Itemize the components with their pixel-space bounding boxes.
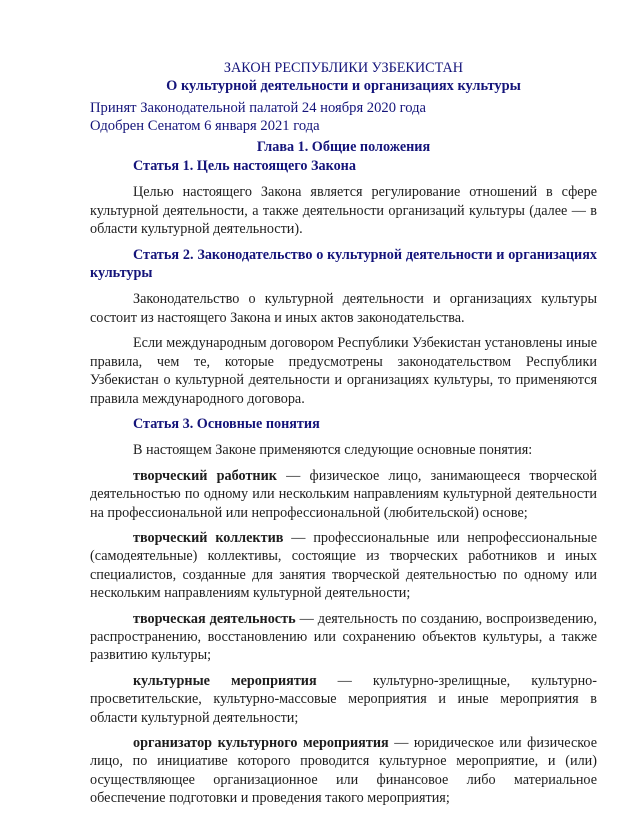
definition-item (90, 529, 597, 603)
law-title: ЗАКОН РЕСПУБЛИКИ УЗБЕКИСТАН (223, 60, 464, 76)
definition-item (90, 610, 597, 665)
chapter-title: Глава 1. Общие положения (256, 138, 431, 155)
definition-term: творческий работник (133, 467, 277, 484)
definition-item (90, 672, 597, 727)
document-page (90, 59, 597, 808)
article-2-paragraph-1: Законодательство о культурной деятельности и организациях культуры состоит из настоящего Закона и иных актов законодательства. (90, 291, 597, 326)
article-3-intro: В настоящем Законе применяются следующие основные понятия: (133, 442, 533, 459)
definition-text: — юридическое или физическое лицо, по инициативе которого проводится культурное мероприятие, и (или) осуществляющее организационное или финансовое либо материальное обеспечение подготовки и проведения такого мероприятия; (90, 735, 597, 807)
article-1-title: Статья 1. Цель настоящего Закона (133, 158, 356, 175)
definition-item (90, 734, 597, 808)
definition-term: творческий коллектив (133, 529, 284, 546)
definition-text: — культурно-зрелищные, культурно-просветительские, культурно-массовые мероприятия и иные мероприятия в области культурной деятельности; (90, 672, 597, 726)
definition-term: организатор культурного мероприятия (133, 735, 389, 751)
definition-term: культурные мероприятия (133, 672, 317, 689)
adopted-date: Принят Законодательной палатой 24 ноября 2020 года (90, 99, 427, 116)
definition-item (90, 467, 597, 522)
definition-text: — профессиональные или непрофессиональные (самодеятельные) коллективы, состоящие из творческих работников и иных специалистов, созданные для занятия творческой деятельностью по одному или нескольким направлениям культурной деятельности; (90, 529, 598, 602)
article-3-title: Статья 3. Основные понятия (133, 415, 320, 432)
law-subtitle: О культурной деятельности и организациях культуры (166, 78, 521, 95)
definition-text: — физическое лицо, занимающееся творческой деятельностью по одному или нескольким направлениям культурной деятельности на профессиональной или непрофессиональной (любительской) основе; (90, 467, 597, 521)
article-1-paragraph: Целью настоящего Закона является регулирование отношений в сфере культурной деятельности, а также деятельности организаций культуры (далее — в области культурной деятельности). (90, 184, 597, 238)
definition-text: — деятельность по созданию, воспроизведению, распространению, восстановлению или сохранению объектов культуры, а также развитию культуры; (90, 610, 598, 664)
article-2-paragraph-2: Если международным договором Республики Узбекистан установлены иные правила, чем те, которые предусмотрены законодательством Республики Узбекистан о культурной деятельности и организациях культуры, то применяются правила международного договора. (90, 335, 597, 407)
definition-term: творческая деятельность (133, 610, 296, 627)
approved-date: Одобрен Сенатом 6 января 2021 года (90, 118, 320, 135)
article-2-title: Статья 2. Законодательство о культурной деятельности и организациях культуры (90, 246, 597, 282)
